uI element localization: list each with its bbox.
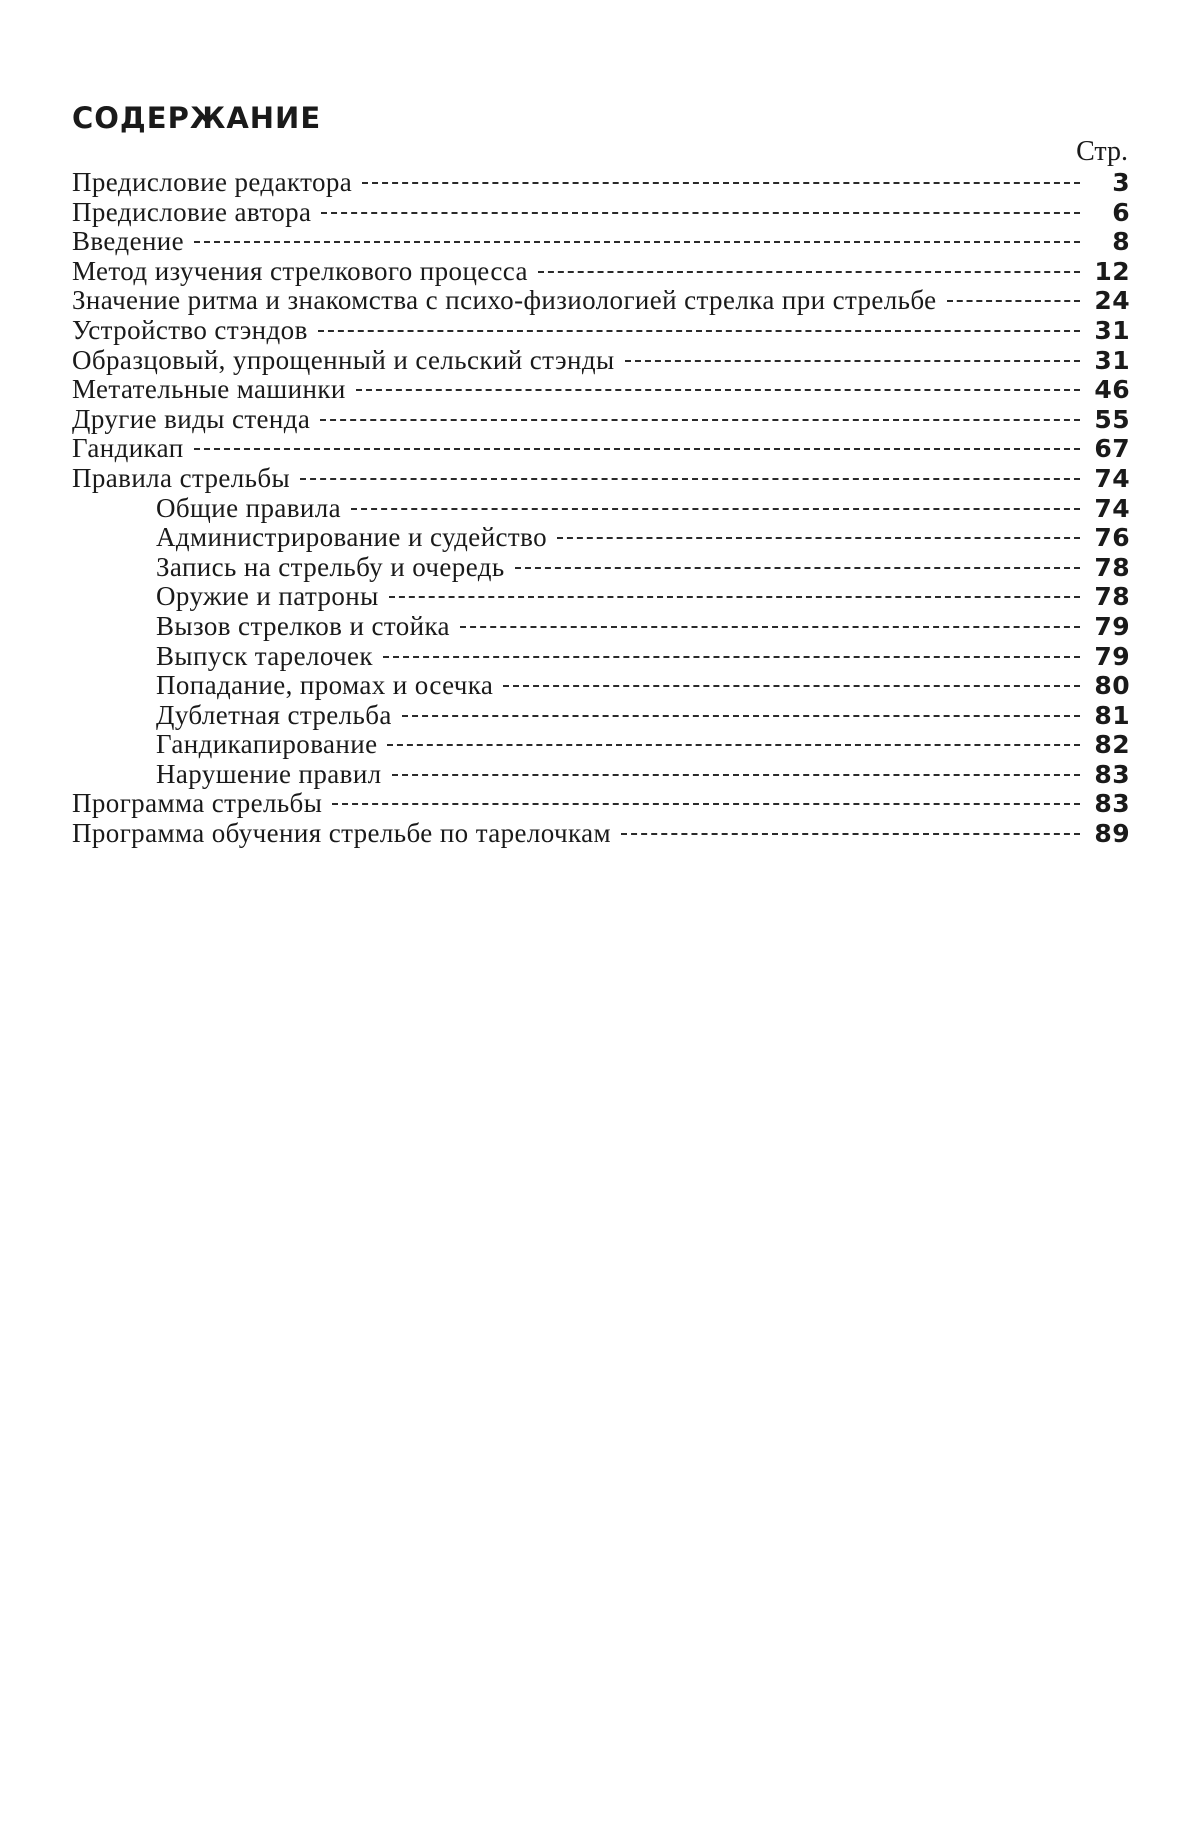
toc-subentry	[72, 494, 1130, 524]
toc-list	[72, 168, 1130, 849]
dot-leader	[621, 833, 1080, 835]
toc-entry-title: Администрирование и судейство	[156, 522, 547, 553]
dot-leader	[402, 715, 1080, 717]
table-of-contents-page	[72, 100, 1130, 849]
toc-entry	[72, 316, 1130, 346]
toc-entry-title: Предисловие редактора	[72, 167, 353, 197]
toc-entry-title: Устройство стэндов	[72, 314, 308, 345]
toc-entry-page-number: 31	[1094, 345, 1130, 375]
toc-entry	[72, 168, 1130, 198]
toc-entry-title: Гандикапирование	[156, 729, 378, 760]
toc-entry-title: Вызов стрелков и стойка	[156, 610, 450, 641]
dot-leader	[538, 271, 1080, 273]
toc-subentry	[72, 553, 1130, 583]
toc-entry-page-number: 24	[1094, 286, 1130, 316]
toc-subentry	[72, 760, 1130, 790]
dot-leader	[383, 656, 1080, 658]
toc-subentry	[72, 582, 1130, 612]
toc-entry	[72, 227, 1130, 257]
toc-entry-title: Предисловие автора	[72, 196, 312, 227]
toc-entry-page-number: 8	[1112, 227, 1130, 257]
toc-entry	[72, 257, 1130, 287]
toc-subentry	[72, 730, 1130, 760]
toc-entry-page-number: 78	[1094, 582, 1130, 612]
toc-entry-title: Гандикап	[72, 433, 184, 464]
toc-entry-page-number: 80	[1094, 671, 1130, 701]
dot-leader	[362, 182, 1080, 184]
toc-entry-page-number: 12	[1094, 256, 1130, 286]
toc-entry	[72, 405, 1130, 435]
toc-entry	[72, 346, 1130, 376]
dot-leader	[557, 537, 1080, 539]
toc-entry-title: Программа обучения стрельбе по тарелочкам	[72, 818, 611, 849]
toc-entry	[72, 464, 1130, 494]
toc-entry-page-number: 67	[1094, 434, 1130, 464]
toc-entry-title: Метод изучения стрелкового процесса	[72, 255, 528, 286]
toc-entry-title: Дублетная стрельба	[156, 699, 392, 730]
dot-leader	[392, 774, 1080, 776]
toc-entry-page-number: 83	[1094, 789, 1130, 819]
dot-leader	[460, 626, 1080, 628]
toc-entry-title: Введение	[72, 226, 185, 257]
dot-leader	[503, 685, 1080, 687]
toc-entry-page-number: 78	[1094, 552, 1130, 582]
toc-subentry	[72, 671, 1130, 701]
toc-entry-title: Правила стрельбы	[72, 462, 291, 493]
toc-entry-page-number: 3	[1112, 168, 1130, 197]
toc-entry-page-number: 6	[1112, 197, 1130, 227]
toc-entry-page-number: 82	[1094, 730, 1130, 760]
toc-subentry	[72, 523, 1130, 553]
toc-entry-title: Другие виды стенда	[72, 403, 311, 434]
toc-entry-title: Метательные машинки	[72, 374, 346, 405]
dot-leader	[389, 596, 1080, 598]
dot-leader	[321, 212, 1080, 214]
toc-entry-page-number: 76	[1094, 523, 1130, 553]
toc-entry-title: Значение ритма и знакомства с психо-физиологией стрелка при стрельбе	[72, 285, 937, 316]
dot-leader	[625, 360, 1080, 362]
toc-entry	[72, 789, 1130, 819]
toc-entry-page-number: 79	[1094, 611, 1130, 641]
dot-leader	[351, 508, 1080, 510]
toc-entry	[72, 819, 1130, 849]
toc-entry-page-number: 74	[1094, 493, 1130, 523]
toc-entry-title: Выпуск тарелочек	[156, 640, 373, 671]
dot-leader	[320, 419, 1080, 421]
toc-entry	[72, 198, 1130, 228]
toc-entry-title: Программа стрельбы	[72, 788, 323, 819]
toc-entry-page-number: 55	[1094, 404, 1130, 434]
toc-subentry	[72, 701, 1130, 731]
dot-leader	[356, 389, 1080, 391]
dot-leader	[387, 744, 1080, 746]
toc-entry-page-number: 83	[1094, 759, 1130, 789]
dot-leader	[194, 448, 1080, 450]
dot-leader	[332, 803, 1080, 805]
toc-subentry	[72, 612, 1130, 642]
dot-leader	[194, 241, 1080, 243]
dot-leader	[515, 567, 1080, 569]
toc-entry-title: Оружие и патроны	[156, 581, 379, 612]
page-column-label: Стр.	[1076, 136, 1128, 167]
toc-entry-page-number: 81	[1094, 700, 1130, 730]
toc-entry-title: Попадание, промах и осечка	[156, 670, 494, 701]
toc-entry-page-number: 46	[1094, 375, 1130, 405]
toc-entry-page-number: 79	[1094, 641, 1130, 671]
toc-entry-title: Общие правила	[156, 492, 341, 523]
toc-subentry	[72, 642, 1130, 672]
dot-leader	[947, 300, 1080, 302]
toc-entry-page-number: 31	[1094, 315, 1130, 345]
toc-entry-title: Запись на стрельбу и очередь	[156, 551, 505, 582]
toc-entry	[72, 286, 1130, 316]
toc-entry-page-number: 74	[1094, 463, 1130, 493]
dot-leader	[300, 478, 1080, 480]
toc-entry	[72, 434, 1130, 464]
page-title: СОДЕРЖАНИЕ	[72, 101, 322, 135]
toc-entry-page-number: 89	[1094, 819, 1130, 849]
toc-entry	[72, 375, 1130, 405]
dot-leader	[318, 330, 1080, 332]
toc-entry-title: Образцовый, упрощенный и сельский стэнды	[72, 344, 615, 375]
toc-entry-title: Нарушение правил	[156, 758, 382, 789]
